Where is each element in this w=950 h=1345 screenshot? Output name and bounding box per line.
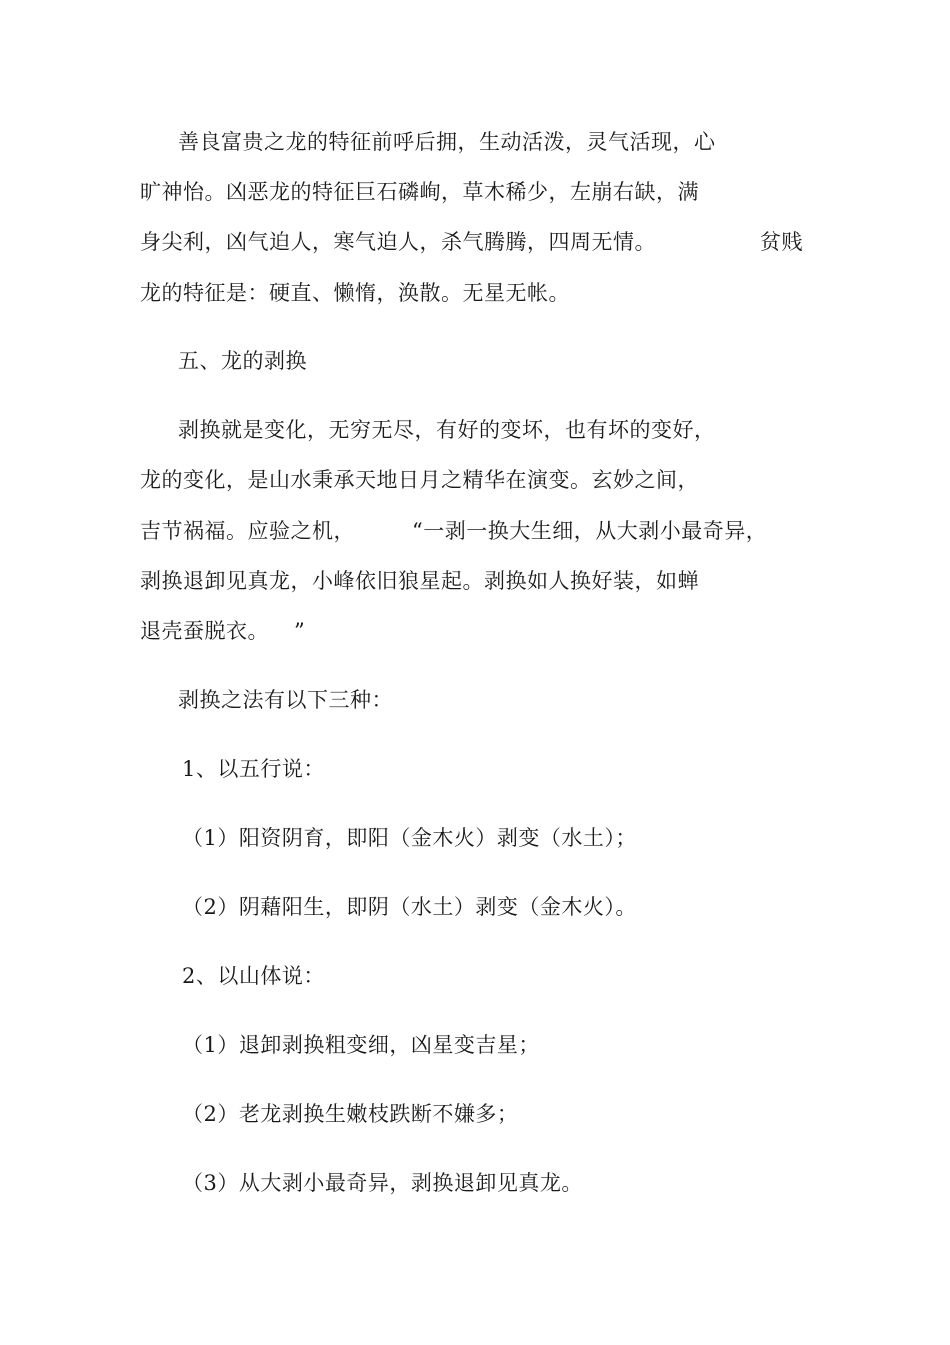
paragraph-1-line-3-tail: 贫贱 — [760, 230, 803, 254]
paragraph-2-line-5: 退壳蚕脱衣。 — [140, 619, 269, 643]
paragraph-1-line-4: 龙的特征是：硬直、懒惰，涣散。无星无帐。 — [140, 281, 570, 305]
method-2-item-1: （1）退卸剥换粗变细，凶星变吉星； — [182, 1033, 540, 1057]
paragraph-2-line-3: 吉节祸福。应验之机， — [140, 519, 355, 543]
methods-intro: 剥换之法有以下三种： — [178, 688, 393, 712]
method-2-title: 2、以山体说： — [182, 964, 325, 988]
method-1-title: 1、以五行说： — [182, 757, 325, 781]
paragraph-2-line-3-quote: “一剥一换大生细，从大剥小最奇异， — [412, 519, 768, 543]
method-1-item-1: （1）阳资阴育，即阳（金木火）剥变（水土）； — [182, 826, 637, 850]
method-2-item-3: （3）从大剥小最奇异，剥换退卸见真龙。 — [182, 1171, 583, 1195]
paragraph-2-quote-end: ” — [294, 619, 306, 643]
paragraph-2-line-2: 龙的变化，是山水秉承天地日月之精华在演变。玄妙之间， — [140, 468, 699, 492]
section-heading-5: 五、龙的剥换 — [178, 349, 307, 373]
paragraph-2-line-4: 剥换退卸见真龙，小峰依旧狼星起。剥换如人换好装，如蝉 — [140, 569, 699, 593]
paragraph-1-line-1: 善良富贵之龙的特征前呼后拥，生动活泼，灵气活现，心 — [178, 130, 716, 154]
paragraph-1-line-2: 旷神怡。凶恶龙的特征巨石磷峋，草木稀少，左崩右缺，满 — [140, 180, 699, 204]
paragraph-1-line-3: 身尖利，凶气迫人，寒气迫人，杀气腾腾，四周无情。 — [140, 230, 656, 254]
method-2-item-2: （2）老龙剥换生嫩枝跌断不嫌多； — [182, 1102, 519, 1126]
method-1-item-2: （2）阴藉阳生，即阴（水土）剥变（金木火）。 — [182, 895, 637, 919]
paragraph-2-line-1: 剥换就是变化，无穷无尽，有好的变坏，也有坏的变好， — [178, 418, 716, 442]
